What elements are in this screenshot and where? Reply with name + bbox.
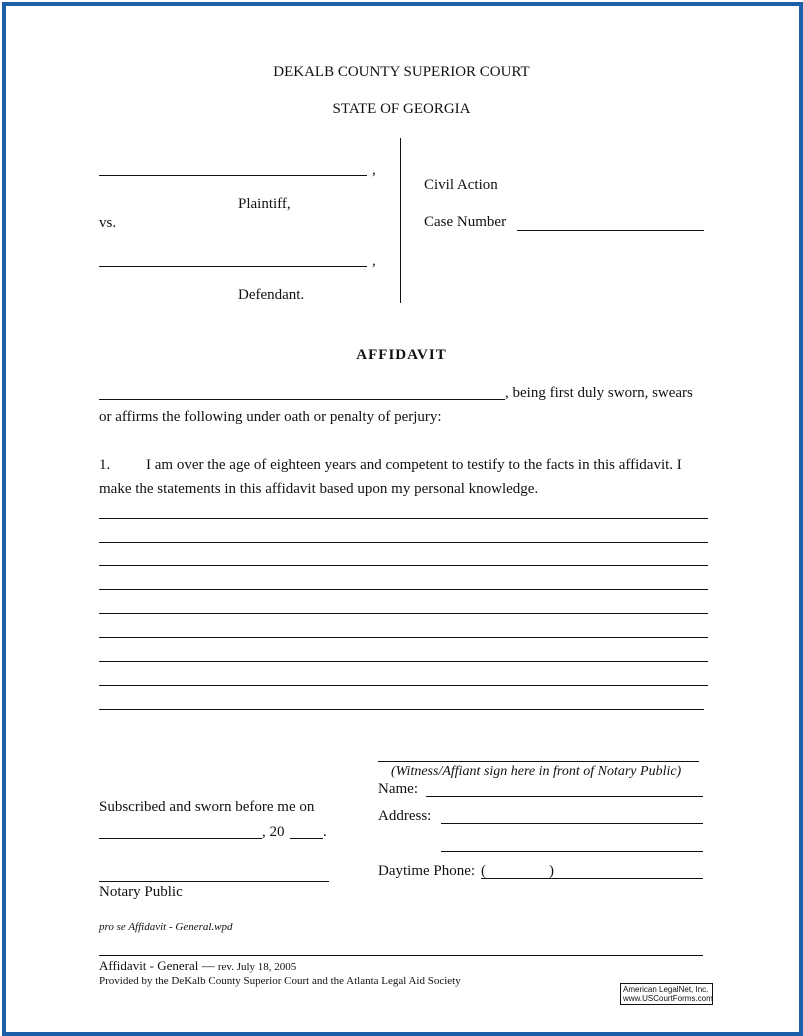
footer-badge-line-2: www.USCourtForms.com [623,994,713,1003]
phone-paren-close: ) [549,863,554,879]
address-line-2[interactable] [441,851,703,852]
case-number-label: Case Number [424,214,507,230]
defendant-name-line[interactable] [99,266,367,267]
date-line[interactable] [99,838,262,839]
affiant-name-line[interactable] [99,399,505,400]
statement-line[interactable] [99,709,704,710]
statement-line[interactable] [99,542,708,543]
footer-filename: pro se Affidavit - General.wpd [99,921,233,933]
statement-line[interactable] [99,565,708,566]
name-label: Name: [378,781,418,797]
civil-action-label: Civil Action [424,177,498,193]
defendant-label: Defendant. [238,287,305,303]
footer-rule [99,955,703,956]
statement-line[interactable] [99,589,708,590]
phone-paren-open: ( [481,863,486,879]
statement-line[interactable] [99,518,708,519]
sworn-text: , being first duly sworn, swears [505,385,693,401]
year-suffix: . [323,824,327,840]
statement-line[interactable] [99,637,708,638]
footer-badge [620,983,713,1005]
footer-provided-by: Provided by the DeKalb County Superior Court and the Atlanta Legal Aid Society [99,975,461,987]
defendant-comma: , [372,253,376,269]
footer-form-title: Affidavit - General — [99,958,215,973]
statement-line[interactable] [99,685,708,686]
name-line[interactable] [426,796,703,797]
notary-signature-line[interactable] [99,881,329,882]
paragraph-line-1: I am over the age of eighteen years and competent to testify to the facts in this affidavit. I [146,457,682,473]
court-state: STATE OF GEORGIA [332,101,471,117]
notary-public-label: Notary Public [99,884,183,900]
vs-label: vs. [99,215,117,231]
affiant-signature-line[interactable] [378,761,699,762]
footer-form-title-row [99,958,296,974]
address-label: Address: [378,808,432,824]
paragraph-line-2: make the statements in this affidavit based upon my personal knowledge. [99,481,539,497]
case-number-line[interactable] [517,230,704,231]
witness-note: (Witness/Affiant sign here in front of Notary Public) [391,764,682,779]
paragraph-number: 1. [99,457,111,473]
oath-text: or affirms the following under oath or penalty of perjury: [99,409,442,425]
plaintiff-comma: , [372,162,376,178]
plaintiff-label: Plaintiff, [238,196,291,212]
phone-line[interactable] [481,878,703,879]
phone-label: Daytime Phone: [378,863,476,879]
year-prefix: , 20 [262,824,285,840]
year-line[interactable] [290,838,323,839]
statement-line[interactable] [99,613,708,614]
subscribed-text: Subscribed and sworn before me on [99,799,315,815]
caption-divider [400,138,401,303]
plaintiff-name-line[interactable] [99,175,367,176]
court-name: DEKALB COUNTY SUPERIOR COURT [273,64,530,80]
address-line-1[interactable] [441,823,703,824]
document-title: AFFIDAVIT [356,347,447,363]
footer-badge-line-1: American LegalNet, Inc. [623,985,709,994]
footer-revision: rev. July 18, 2005 [217,961,297,973]
statement-line[interactable] [99,661,708,662]
